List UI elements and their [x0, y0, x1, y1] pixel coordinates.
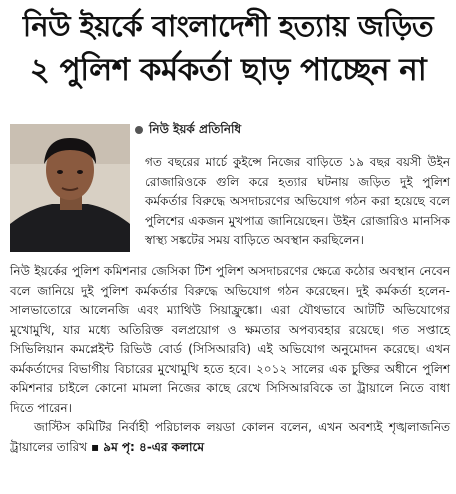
portrait-photo [10, 124, 130, 252]
article-headline [6, 4, 450, 92]
bullet-icon [135, 126, 143, 134]
paragraph-2: নিউ ইয়র্কের পুলিশ কমিশনার জেসিকা টিশ পুলিশ অসদাচরণের ক্ষেত্রে কঠোর অবস্থান নেবেন বলে জানিয়ে দুই পুলিশ কর্মকর্তার বিরুদ্ধে অভিযোগ গঠন করেছেন। দুই কর্মকর্তা হলেন- সালভাতোরে আলেনজি এবং ম্যাথিউ সিয়াফ্রুঙ্কো। এরা যৌথভাবে আটটি অভিযোগের মুখোমুখি, যার মধ্যে অতিরিক্ত বলপ্রয়োগ ও ক্ষমতার অপব্যবহার রয়েছে। গত সপ্তাহে সিভিলিয়ান কমপ্লেইন্ট রিভিউ বোর্ড (সিসিআরবি) এই অভিযোগ অনুমোদন করেছে। এখন কর্মকর্তাদের বিভাগীয় বিচারের মুখোমুখি হতে হবে। ২০১২ সালের এক চুক্তির অধীনে পুলিশ কমিশনার চাইলে কোনো মামলা নিজের কাছে রেখে সিসিআরবিকে তা ট্রায়ালে নিতে বাধা দিতে পারেন। [10, 264, 450, 415]
paragraph-3-text: জাস্টিস কমিটির নির্বাহী পরিচালক লয়ডা কোলন বলেন, এখন অবশ্যই শৃঙ্খলাজনিত ট্রায়ালের তারিখ [10, 420, 450, 454]
article-body [10, 262, 450, 457]
lead-paragraph: গত বছরের মার্চে কুইন্সে নিজের বাড়িতে ১৯ বছর বয়সী উইন রোজারিওকে গুলি করে হত্যার ঘটনায় জড়িত দুই পুলিশ কর্মকর্তার বিরুদ্ধে অসদাচরণের অভিযোগ গঠন করা হয়েছে বলে পুলিশের একজন মুখপাত্র জানিয়েছেন। উইন রোজারিও মানসিক স্বাস্থ্য সঙ্কটের সময় বাড়িতে অবস্থান করছিলেন। [145, 155, 450, 247]
headline-line-2: ২ পুলিশ কর্মকর্তা ছাড় পাচ্ছেন না [29, 52, 427, 88]
byline [135, 121, 241, 141]
byline-text: নিউ ইয়র্ক প্রতিনিধি [149, 122, 242, 136]
continuation-marker: ▪ ৯ম পৃ: ৪-এর কলামে [90, 439, 205, 454]
person-portrait-icon [10, 124, 130, 252]
headline-line-1: নিউ ইয়র্কে বাংলাদেশী হত্যায় জড়িত [22, 9, 434, 43]
paragraph-3 [10, 418, 450, 457]
continuation-text: ৯ম পৃ: ৪-এর কলামে [103, 439, 205, 454]
